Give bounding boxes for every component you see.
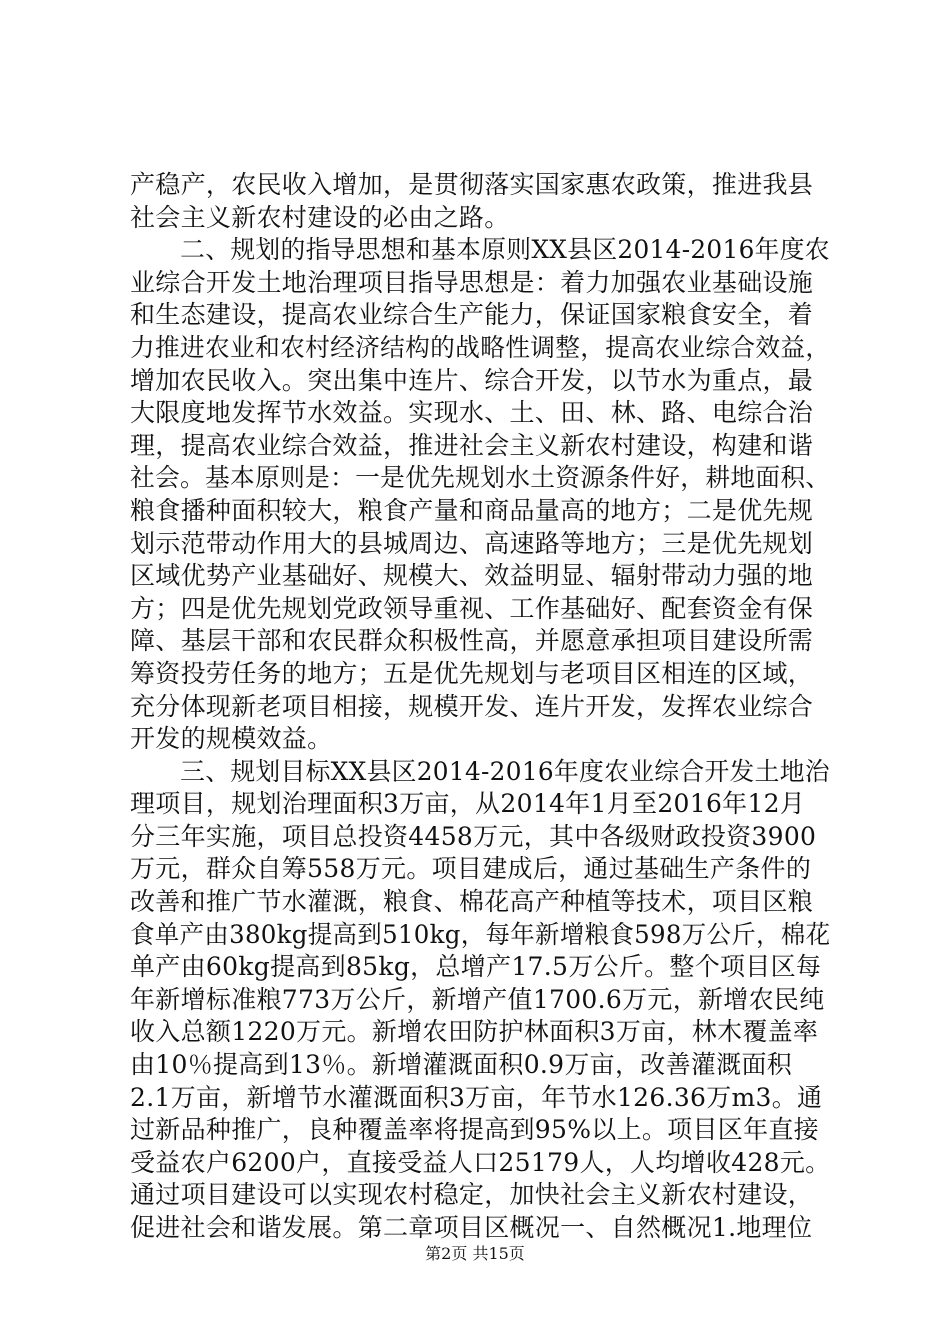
text-line: 单产由60kg提高到85kg，总增产17.5万公斤。整个项目区每 [130, 952, 822, 982]
page-footer: 第2页 共15页 [425, 1244, 525, 1263]
text-line: 力推进农业和农村经济结构的战略性调整，提高农业综合效益， [130, 332, 831, 362]
text-line: 理，提高农业综合效益，推进社会主义新农村建设，构建和谐 [130, 430, 814, 460]
text-line: 食单产由380kg提高到510kg，每年新增粮食598万公斤，棉花 [130, 919, 831, 949]
text-line: 业综合开发土地治理项目指导思想是：着力加强农业基础设施 [130, 267, 814, 297]
text-line: 区域优势产业基础好、规模大、效益明显、辐射带动力强的地 [130, 561, 814, 591]
text-line: 促进社会和谐发展。第二章项目区概况一、自然概况1.地理位 [130, 1213, 813, 1242]
text-line: 三、规划目标XX县区2014-2016年度农业综合开发土地治 [130, 756, 830, 786]
text-line: 和生态建设，提高农业综合生产能力，保证国家粮食安全，着 [130, 300, 814, 330]
text-line: 改善和推广节水灌溉，粮食、棉花高产种植等技术，项目区粮 [130, 887, 814, 917]
text-line: 筹资投劳任务的地方；五是优先规划与老项目区相连的区域， [130, 658, 814, 688]
text-line: 障、基层干部和农民群众积极性高，并愿意承担项目建设所需 [130, 626, 814, 656]
text-line: 通过项目建设可以实现农村稳定，加快社会主义新农村建设， [130, 1180, 814, 1210]
text-line: 过新品种推广，良种覆盖率将提高到95%以上。项目区年直接 [130, 1115, 819, 1145]
body-paragraph [130, 169, 830, 1245]
document-body [130, 169, 830, 1245]
text-line: 2.1万亩，新增节水灌溉面积3万亩，年节水126.36万m3。通 [130, 1082, 823, 1112]
text-line: 年新增标准粮773万公斤，新增产值1700.6万元，新增农民纯 [130, 984, 825, 1014]
text-line: 由10％提高到13％。新增灌溉面积0.9万亩，改善灌溉面积 [130, 1050, 793, 1080]
text-line: 社会。基本原则是：一是优先规划水土资源条件好，耕地面积、 [130, 463, 831, 493]
text-line: 受益农户6200户，直接受益人口25179人，人均增收428元。 [130, 1147, 831, 1177]
text-line: 万元，群众自筹558万元。项目建成后，通过基础生产条件的 [130, 854, 812, 884]
text-line: 社会主义新农村建设的必由之路。 [130, 202, 510, 232]
text-line: 分三年实施，项目总投资4458万元，其中各级财政投资3900 [130, 821, 817, 851]
text-line: 产稳产，农民收入增加，是贯彻落实国家惠农政策，推进我县 [130, 170, 814, 199]
text-line: 粮食播种面积较大，粮食产量和商品量高的地方；二是优先规 [130, 495, 814, 525]
text-line: 增加农民收入。突出集中连片、综合开发，以节水为重点，最 [130, 365, 814, 395]
text-line: 大限度地发挥节水效益。实现水、土、田、林、路、电综合治 [130, 398, 814, 428]
text-line: 充分体现新老项目相接，规模开发、连片开发，发挥农业综合 [130, 691, 814, 721]
text-line: 理项目，规划治理面积3万亩，从2014年1月至2016年12月 [130, 789, 806, 819]
text-line: 方；四是优先规划党政领导重视、工作基础好、配套资金有保 [130, 593, 814, 623]
text-line: 划示范带动作用大的县城周边、高速路等地方；三是优先规划 [130, 528, 814, 558]
text-line: 收入总额1220万元。新增农田防护林面积3万亩，林木覆盖率 [130, 1017, 819, 1047]
text-line: 开发的规模效益。 [130, 724, 333, 754]
text-line: 二、规划的指导思想和基本原则XX县区2014-2016年度农 [130, 235, 830, 265]
